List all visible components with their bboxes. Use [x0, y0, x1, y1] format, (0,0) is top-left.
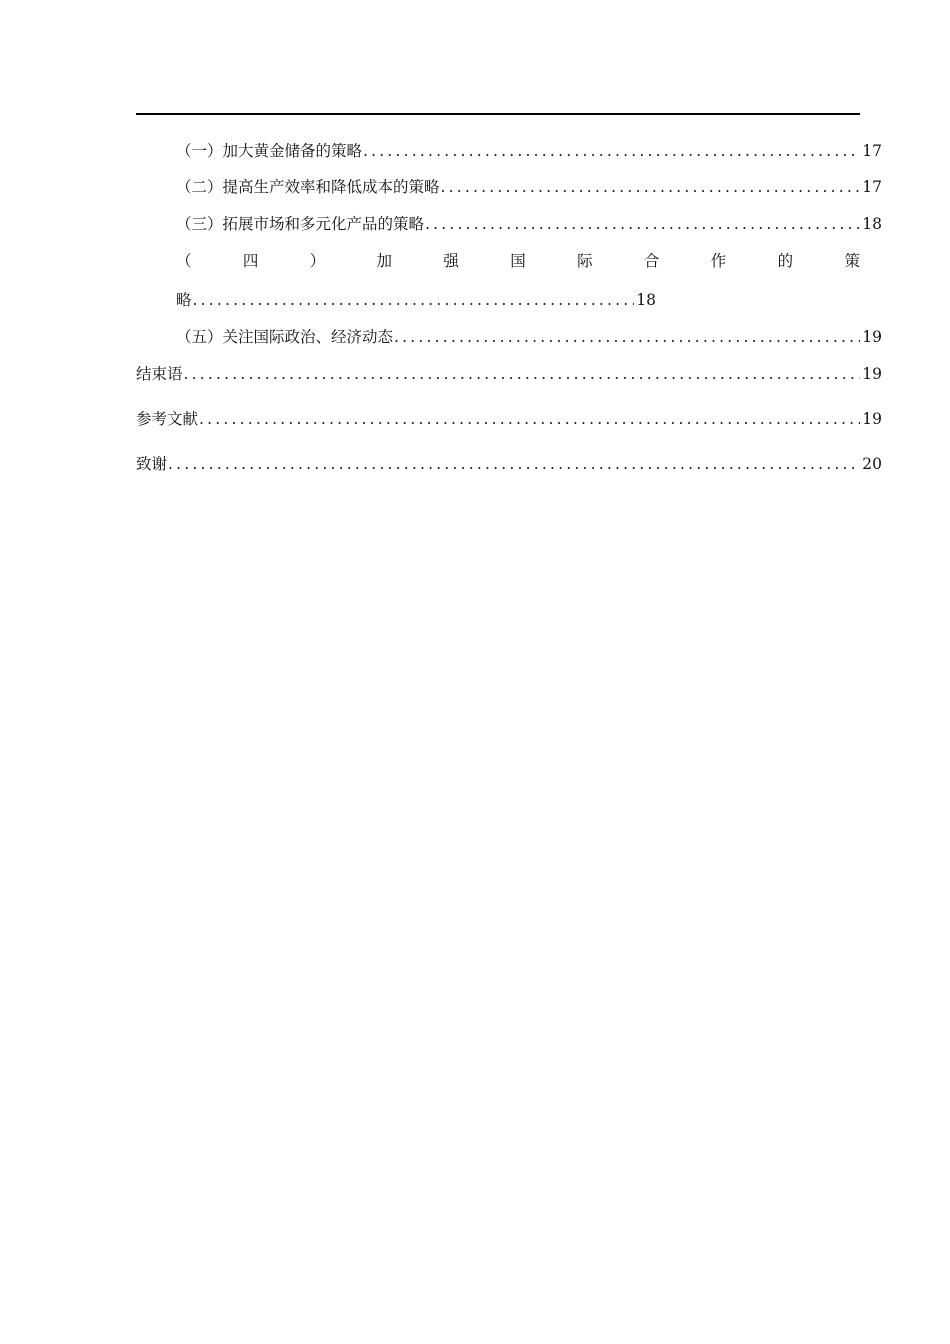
toc-dot-leader	[424, 213, 860, 235]
toc-entry-title: （二）提高生产效率和降低成本的策略	[176, 178, 440, 196]
toc-entry-title: 参考文献	[136, 410, 199, 428]
toc-page-number: 19	[862, 328, 882, 346]
toc-entry-char: 策	[844, 252, 860, 270]
toc-entry-char: 国	[510, 252, 526, 270]
toc-entry[interactable]	[176, 176, 882, 198]
toc-entry-wrapped-line[interactable]	[176, 289, 656, 311]
toc-entry-title: （三）拓展市场和多元化产品的策略	[176, 215, 425, 233]
toc-entry-char: （	[176, 252, 192, 270]
toc-page-number: 19	[862, 365, 882, 383]
toc-dot-leader	[440, 176, 861, 198]
toc-page-number: 19	[862, 410, 882, 428]
toc-dot-leader	[167, 453, 860, 475]
toc-dot-leader	[393, 326, 860, 348]
toc-entry-char: 作	[710, 252, 727, 270]
toc-entry-char: 际	[577, 252, 593, 270]
toc-entry-justified-line[interactable]	[176, 250, 860, 272]
toc-entry-title: 结束语	[136, 365, 183, 383]
toc-entry-char: 的	[777, 252, 794, 270]
toc-dot-leader	[192, 289, 635, 311]
toc-page-number: 17	[862, 142, 882, 160]
toc-page-number: 18	[636, 291, 656, 309]
toc-page-number: 17	[862, 178, 882, 196]
toc-page-number: 18	[862, 215, 882, 233]
toc-entry[interactable]	[136, 408, 882, 430]
toc-entry-char: 加	[376, 252, 393, 270]
header-rule	[136, 113, 860, 115]
toc-entry-char: ）	[309, 252, 326, 270]
toc-entry-char: 四	[242, 252, 259, 270]
toc-entry-char: 合	[643, 252, 660, 270]
toc-entry-title: （五）关注国际政治、经济动态	[176, 328, 394, 346]
toc-entry[interactable]	[176, 213, 882, 235]
toc-page-number: 20	[862, 455, 882, 473]
toc-entry[interactable]	[176, 326, 882, 348]
toc-entry-title: 致谢	[136, 455, 168, 473]
toc-entry[interactable]	[136, 453, 882, 475]
toc-entry[interactable]	[176, 140, 882, 162]
toc-entry-title: 略	[176, 291, 192, 309]
toc-dot-leader	[183, 363, 861, 385]
toc-dot-leader	[198, 408, 860, 430]
toc-entry[interactable]	[136, 363, 882, 385]
toc-entry-title: （一）加大黄金储备的策略	[176, 142, 363, 160]
toc-dot-leader	[362, 140, 860, 162]
toc-entry-char: 强	[443, 252, 459, 270]
